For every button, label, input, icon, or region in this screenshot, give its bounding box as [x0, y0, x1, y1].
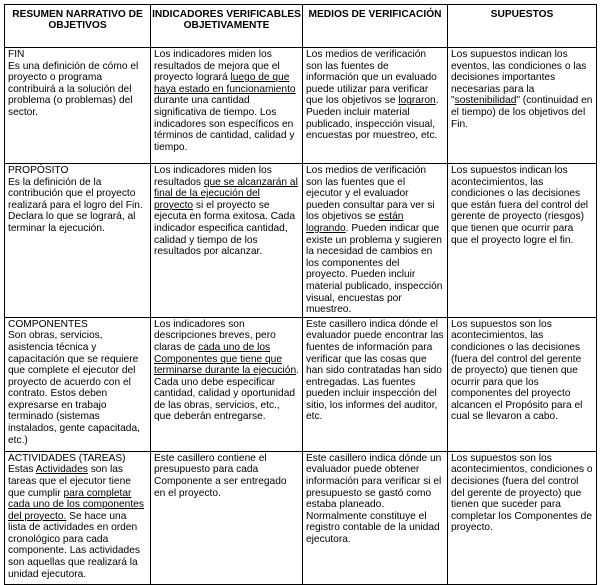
text-actividades-objetivo-underline-1: Actividades	[35, 464, 88, 476]
text-componentes-indicadores-b: . Cada uno debe especificar cantidad, calidad y oportunidad de las obras, servicios, etc., que deberán entregarse.	[154, 365, 299, 423]
cell-componentes-indicadores	[151, 317, 303, 451]
cell-proposito-supuestos	[448, 164, 597, 318]
text-fin-objetivo: Es una definición de cómo el proyecto o programa contribuirá a la solución del problema (o problemas) del sector.	[8, 60, 139, 118]
cell-fin-supuestos	[448, 48, 597, 164]
cell-fin-objetivo	[5, 48, 151, 164]
cell-actividades-indicadores	[151, 451, 303, 584]
text-actividades-objetivo-underline-2: para completar cada uno de los componentes del proyecto.	[8, 487, 144, 522]
cell-proposito-indicadores	[151, 164, 303, 318]
text-actividades-indicadores: Este casillero contiene el presupuesto para cada Componente a ser entregado en el proyecto.	[154, 452, 287, 499]
text-proposito-indicadores-underline: que se alcanzarán al final de la ejecución del proyecto	[154, 176, 298, 211]
text-componentes-indicadores-a: Los indicadores son descripciones breves, pero claras de	[154, 318, 276, 353]
text-fin-supuestos-a: Los supuestos indican los eventos, las condiciones o las decisiones importantes necesarias para la "	[451, 49, 587, 107]
text-proposito-indicadores-b: si el proyecto se ejecuta en forma exitosa. Cada indicador especifica cantidad, calidad y tiempo de los resultados por alcanzar.	[154, 199, 296, 258]
cell-componentes-medios	[303, 317, 448, 451]
text-proposito-medios-a: Los medios de verificación son las fuentes que el ejecutor y el evaluador pueden consultar para ver si los objetivos se	[306, 165, 435, 223]
header-indicadores: INDICADORES VERIFICABLES OBJETIVAMENTE	[151, 5, 303, 48]
row-actividades	[5, 451, 597, 584]
text-componentes-medios: Este casillero indica dónde el evaluador puede encontrar las fuentes de información para verificar que las cosas que han sido contratadas han sido entregadas. Las fuentes pueden incluir inspección del sitio, los informes del auditor, etc.	[306, 318, 444, 423]
row-label-componentes: COMPONENTES	[8, 318, 88, 330]
text-fin-medios-underline: lograron	[398, 95, 436, 107]
row-proposito	[5, 164, 597, 318]
text-fin-medios-b: . Pueden incluir material publicado, inspección visual, encuestas por muestreo, etc.	[306, 95, 439, 142]
text-actividades-objetivo-b: son las tareas que el ejecutor tiene que cumplir	[8, 464, 131, 499]
cell-fin-indicadores	[151, 48, 303, 164]
text-fin-supuestos-b: " (continuidad en el tiempo) de los objetivos del Fin.	[451, 95, 593, 130]
cell-actividades-medios	[303, 451, 448, 584]
text-componentes-objetivo: Son obras, servicios, asistencia técnica y capacitación que se requiere que complete el ejecutor del proyecto de acuerdo con el contrato. Estos deben expresarse en trabajo terminado (sistemas instalados, gente capacitada, etc.)	[8, 330, 140, 446]
text-fin-indicadores-underline: luego de que haya estado en funcionamiento	[154, 72, 296, 95]
cell-componentes-supuestos	[448, 317, 597, 451]
header-resumen-narrativo: RESUMEN NARRATIVO DE OBJETIVOS	[5, 5, 151, 48]
text-fin-supuestos-underline: sostenibilidad	[454, 95, 517, 107]
row-label-proposito: PROPÓSITO	[8, 165, 69, 176]
text-actividades-objetivo-c: Se hace una lista de actividades en orden cronológico para cada componente. Las actividades son aquellas que realizará la unidad ejecutora.	[8, 510, 140, 580]
text-proposito-medios-b: . Pueden indicar que existe un problema y sugieren la necesidad de cambios en los componentes del proyecto. Pueden incluir material publicado, inspección visual, encuestas por muestreo.	[306, 222, 443, 316]
text-actividades-medios: Este casillero indica dónde un evaluador puede obtener información para verificar si el presupuesto se gastó como estaba planeado. Normalmente constituye el registro contable de la unidad ejecutora.	[306, 452, 442, 545]
text-fin-indicadores-b: durante una cantidad significativa de tiempo. Los indicadores son específicos en términos de cantidad, calidad y tiempo.	[154, 95, 295, 153]
text-componentes-supuestos: Los supuestos son los acontecimientos, las condiciones o las decisiones (fuera del control del gerente de proyecto) que tienen que ocurrir para que los componentes del proyecto alcancen el Propósito para el cual se llevaron a cabo.	[451, 318, 583, 423]
row-fin	[5, 48, 597, 164]
header-medios-verificacion: MEDIOS DE VERIFICACIÓN	[303, 5, 448, 48]
text-proposito-supuestos: Los supuestos indican los acontecimientos, las condiciones o las decisiones que están fuera del control del gerente de proyecto (riesgos) que tienen que ocurrir para que el proyecto logre el fin.	[451, 165, 589, 246]
row-label-fin: FIN	[8, 49, 25, 60]
text-fin-indicadores-a: Los indicadores miden los resultados de mejora que el proyecto logrará	[154, 49, 280, 84]
cell-fin-medios	[303, 48, 448, 164]
text-proposito-medios-underline: están logrando	[306, 211, 404, 234]
cell-proposito-objetivo	[5, 164, 151, 318]
text-proposito-objetivo: Es la definición de la contribución que el proyecto realizará para el logro del Fin. Declara lo que se logrará, al terminar la ejecución.	[8, 176, 143, 234]
marco-logico-table	[4, 4, 597, 585]
text-componentes-indicadores-underline: cada uno de los Componentes que tiene que terminarse durante la ejecución	[154, 341, 297, 377]
header-row	[5, 5, 597, 48]
text-fin-medios-a: Los medios de verificación son las fuentes de información que un evaluado puede utilizar para verificar que los objetivos se	[306, 49, 437, 107]
cell-actividades-objetivo	[5, 451, 151, 584]
text-proposito-indicadores-a: Los indicadores miden los resultados	[154, 165, 272, 188]
cell-actividades-supuestos	[448, 451, 597, 584]
row-label-actividades: ACTIVIDADES (TAREAS)	[8, 452, 126, 464]
cell-componentes-objetivo	[5, 317, 151, 451]
text-actividades-objetivo-a: Estas	[8, 464, 36, 476]
header-supuestos: SUPUESTOS	[448, 5, 597, 48]
text-actividades-supuestos: Los supuestos son los acontecimientos, condiciones o decisiones (fuera del control del gerente de proyecto) que tienen que suceder para completar los Componentes de proyecto.	[451, 452, 593, 534]
cell-proposito-medios	[303, 164, 448, 318]
row-componentes	[5, 317, 597, 451]
